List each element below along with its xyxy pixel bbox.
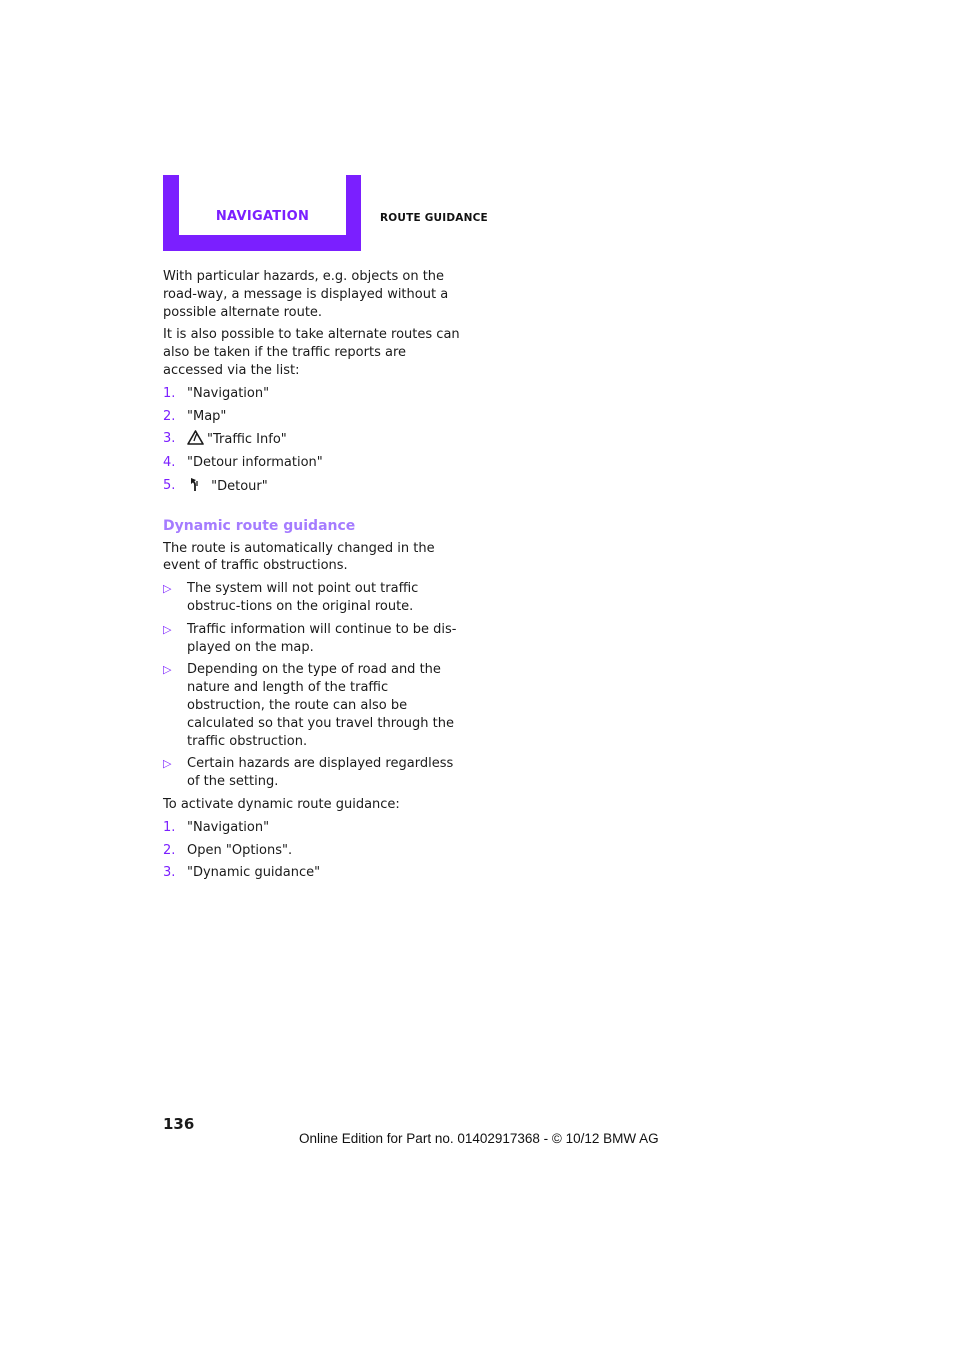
list-item xyxy=(163,408,463,426)
chapter-tab-label: NAVIGATION xyxy=(215,209,310,224)
step-number: 2. xyxy=(163,408,176,424)
triangle-bullet-icon: ▷ xyxy=(163,663,172,677)
page-number: 136 xyxy=(163,1115,195,1133)
step-number: 4. xyxy=(163,455,176,471)
step-number: 5. xyxy=(163,477,176,493)
section-heading: Dynamic route guidance xyxy=(163,517,356,534)
step-content xyxy=(187,430,287,449)
list-item xyxy=(163,454,463,472)
list-item xyxy=(163,819,463,837)
triangle-bullet-icon: ▷ xyxy=(163,757,172,771)
list-item xyxy=(163,842,463,860)
bullet-text: Certain hazards are displayed regardless of the setting. xyxy=(187,756,454,790)
step-number: 3. xyxy=(163,431,176,447)
step-number: 2. xyxy=(163,842,176,858)
intro-paragraph-1: With particular hazards, e.g. objects on the road-way, a message is displayed without a possible alternate route. xyxy=(163,269,449,320)
steps-list-1 xyxy=(163,385,463,496)
step-text: "Detour" xyxy=(211,478,268,494)
list-item xyxy=(163,755,463,791)
step-text: "Traffic Info" xyxy=(207,432,287,448)
step-text: "Dynamic guidance" xyxy=(187,865,321,881)
steps-list-2 xyxy=(163,819,463,882)
activate-instruction: To activate dynamic route guidance: xyxy=(163,796,400,812)
step-content xyxy=(187,477,268,496)
bullet-list xyxy=(163,580,463,791)
triangle-bullet-icon: ▷ xyxy=(163,622,172,636)
list-item xyxy=(163,430,463,449)
step-text: "Navigation" xyxy=(187,819,270,835)
section-title: ROUTE GUIDANCE xyxy=(380,212,488,224)
dynamic-intro: The route is automatically changed in the event of traffic obstructions. xyxy=(163,540,435,574)
intro-paragraph-2: It is also possible to take alternate routes can also be taken if the traffic reports are accessed via the list: xyxy=(163,327,460,378)
step-number: 1. xyxy=(163,819,176,835)
list-item xyxy=(163,580,463,616)
main-content xyxy=(163,268,463,887)
list-item xyxy=(163,864,463,882)
list-item xyxy=(163,385,463,403)
triangle-bullet-icon: ▷ xyxy=(163,582,172,596)
bullet-text: Depending on the type of road and the nature and length of the traffic obstruction, the route can also be calculated so that you travel through the traffic obstruction. xyxy=(187,662,454,749)
step-number: 3. xyxy=(163,865,176,881)
step-text: "Detour information" xyxy=(187,455,323,471)
list-item xyxy=(163,621,463,657)
list-item xyxy=(163,477,463,496)
list-item xyxy=(163,661,463,750)
header-tab-inner xyxy=(179,175,346,235)
step-number: 1. xyxy=(163,385,176,401)
detour-icon xyxy=(187,477,204,492)
step-text: "Map" xyxy=(187,408,227,424)
footer-text: Online Edition for Part no. 01402917368 - © 10/12 BMW AG xyxy=(299,1131,659,1146)
bullet-text: Traffic information will continue to be dis-played on the map. xyxy=(187,621,457,655)
step-text: "Navigation" xyxy=(187,385,270,401)
step-text: Open "Options". xyxy=(187,842,293,858)
bullet-text: The system will not point out traffic obstruc-tions on the original route. xyxy=(187,581,419,614)
traffic-warning-icon xyxy=(187,430,204,445)
